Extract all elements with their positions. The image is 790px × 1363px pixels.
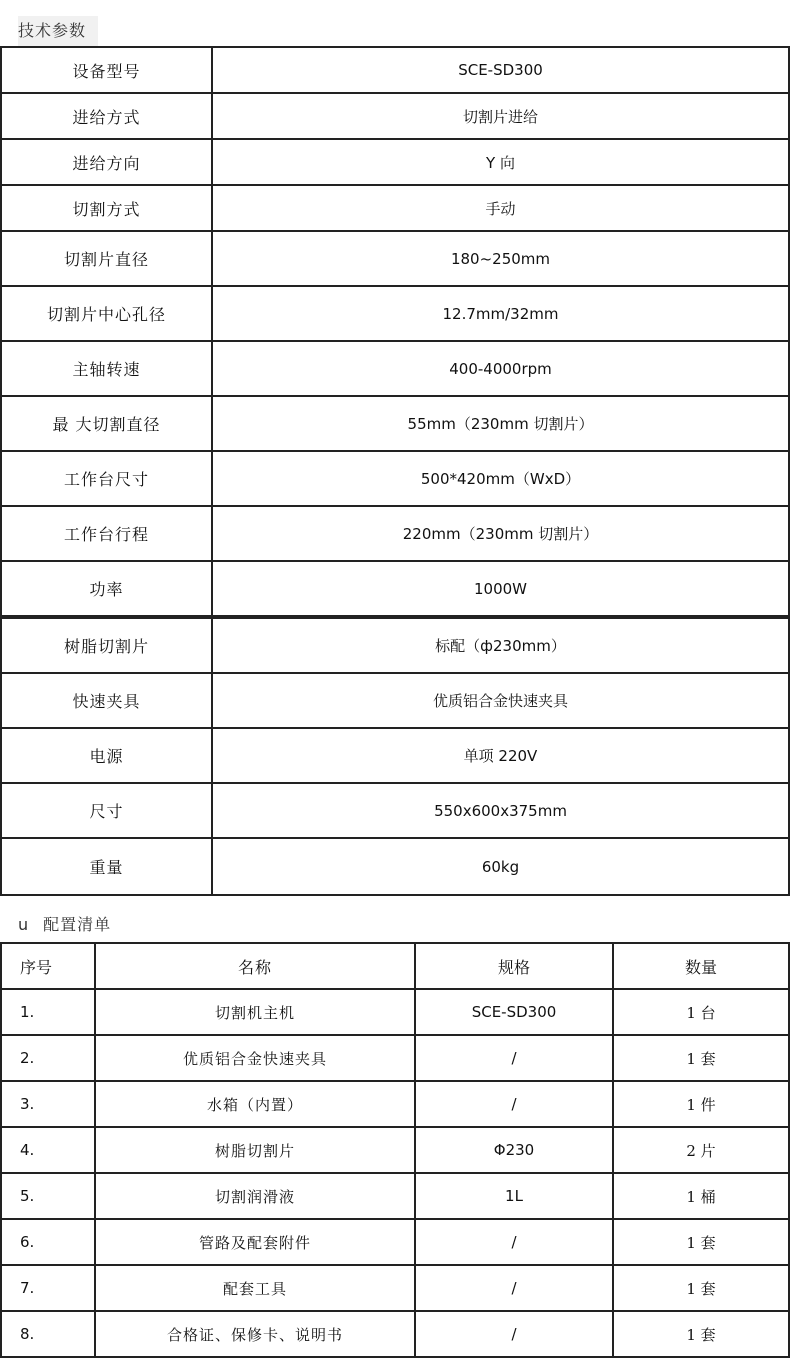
spec-row xyxy=(1,231,789,286)
header-qty: 数量 xyxy=(613,943,789,989)
spec-value: 切割片进给 xyxy=(212,93,789,139)
config-qty: 1 套 xyxy=(613,1265,789,1311)
spec-row xyxy=(1,47,789,93)
config-name: 配套工具 xyxy=(95,1265,415,1311)
config-row xyxy=(1,1035,789,1081)
config-name: 树脂切割片 xyxy=(95,1127,415,1173)
spec-value: 12.7mm/32mm xyxy=(212,286,789,341)
spec-label: 切割方式 xyxy=(1,185,212,231)
spec-value: 550x600x375mm xyxy=(212,783,789,838)
spec-value: 单项 220V xyxy=(212,728,789,783)
config-no: 2. xyxy=(1,1035,95,1081)
spec-label: 进给方向 xyxy=(1,139,212,185)
spec-row xyxy=(1,93,789,139)
config-qty: 2 片 xyxy=(613,1127,789,1173)
header-no: 序号 xyxy=(1,943,95,989)
config-name: 切割机主机 xyxy=(95,989,415,1035)
spec-table xyxy=(0,46,790,896)
spec-label: 重量 xyxy=(1,838,212,895)
spec-row xyxy=(1,838,789,895)
spec-row xyxy=(1,451,789,506)
spec-label: 设备型号 xyxy=(1,47,212,93)
spec-row xyxy=(1,341,789,396)
config-row xyxy=(1,1219,789,1265)
spec-value: 220mm（230mm 切割片） xyxy=(212,506,789,561)
config-no: 6. xyxy=(1,1219,95,1265)
config-row xyxy=(1,1081,789,1127)
config-name: 合格证、保修卡、说明书 xyxy=(95,1311,415,1357)
spec-row xyxy=(1,561,789,617)
config-spec: / xyxy=(415,1035,613,1081)
config-no: 7. xyxy=(1,1265,95,1311)
spec-table-body xyxy=(1,47,789,895)
config-qty: 1 桶 xyxy=(613,1173,789,1219)
config-no: 4. xyxy=(1,1127,95,1173)
config-row xyxy=(1,1265,789,1311)
config-row xyxy=(1,1127,789,1173)
spec-label: 工作台行程 xyxy=(1,506,212,561)
bullet-marker: u xyxy=(18,915,30,934)
spec-label: 主轴转速 xyxy=(1,341,212,396)
spec-label: 尺寸 xyxy=(1,783,212,838)
spec-value: SCE-SD300 xyxy=(212,47,789,93)
spec-label: 切割片直径 xyxy=(1,231,212,286)
spec-row xyxy=(1,506,789,561)
spec-label: 最 大切割直径 xyxy=(1,396,212,451)
spec-value: 1000W xyxy=(212,561,789,617)
config-name: 切割润滑液 xyxy=(95,1173,415,1219)
config-spec: / xyxy=(415,1311,613,1357)
config-spec: 1L xyxy=(415,1173,613,1219)
spec-value: 60kg xyxy=(212,838,789,895)
spec-label: 快速夹具 xyxy=(1,673,212,728)
config-spec: / xyxy=(415,1081,613,1127)
spec-value: 400-4000rpm xyxy=(212,341,789,396)
config-qty: 1 套 xyxy=(613,1311,789,1357)
config-no: 5. xyxy=(1,1173,95,1219)
config-name: 水箱（内置） xyxy=(95,1081,415,1127)
header-spec: 规格 xyxy=(415,943,613,989)
config-row xyxy=(1,989,789,1035)
spec-row xyxy=(1,673,789,728)
spec-value: 180~250mm xyxy=(212,231,789,286)
spec-label: 工作台尺寸 xyxy=(1,451,212,506)
config-section-title xyxy=(18,910,111,940)
spec-section-title: 技术参数 xyxy=(18,16,98,46)
config-qty: 1 套 xyxy=(613,1219,789,1265)
spec-label: 树脂切割片 xyxy=(1,617,212,673)
config-spec: / xyxy=(415,1219,613,1265)
config-spec: Φ230 xyxy=(415,1127,613,1173)
config-header-row xyxy=(1,943,789,989)
spec-value: 优质铝合金快速夹具 xyxy=(212,673,789,728)
config-no: 1. xyxy=(1,989,95,1035)
spec-value: 手动 xyxy=(212,185,789,231)
config-title-text: 配置清单 xyxy=(43,915,112,934)
spec-label: 切割片中心孔径 xyxy=(1,286,212,341)
config-row xyxy=(1,1311,789,1357)
spec-label: 电源 xyxy=(1,728,212,783)
config-qty: 1 套 xyxy=(613,1035,789,1081)
spec-row xyxy=(1,728,789,783)
config-no: 8. xyxy=(1,1311,95,1357)
config-spec: SCE-SD300 xyxy=(415,989,613,1035)
config-name: 管路及配套附件 xyxy=(95,1219,415,1265)
config-spec: / xyxy=(415,1265,613,1311)
spec-row xyxy=(1,286,789,341)
header-name: 名称 xyxy=(95,943,415,989)
spec-label: 功率 xyxy=(1,561,212,617)
config-row xyxy=(1,1173,789,1219)
spec-value: Y 向 xyxy=(212,139,789,185)
config-qty: 1 台 xyxy=(613,989,789,1035)
config-table xyxy=(0,942,790,1358)
spec-row xyxy=(1,139,789,185)
spec-value: 500*420mm（WxD） xyxy=(212,451,789,506)
spec-row xyxy=(1,185,789,231)
spec-value: 标配（ф230mm） xyxy=(212,617,789,673)
config-table-body xyxy=(1,943,789,1357)
spec-row xyxy=(1,783,789,838)
config-name: 优质铝合金快速夹具 xyxy=(95,1035,415,1081)
spec-row xyxy=(1,617,789,673)
spec-label: 进给方式 xyxy=(1,93,212,139)
config-no: 3. xyxy=(1,1081,95,1127)
spec-value: 55mm（230mm 切割片） xyxy=(212,396,789,451)
spec-row xyxy=(1,396,789,451)
config-qty: 1 件 xyxy=(613,1081,789,1127)
